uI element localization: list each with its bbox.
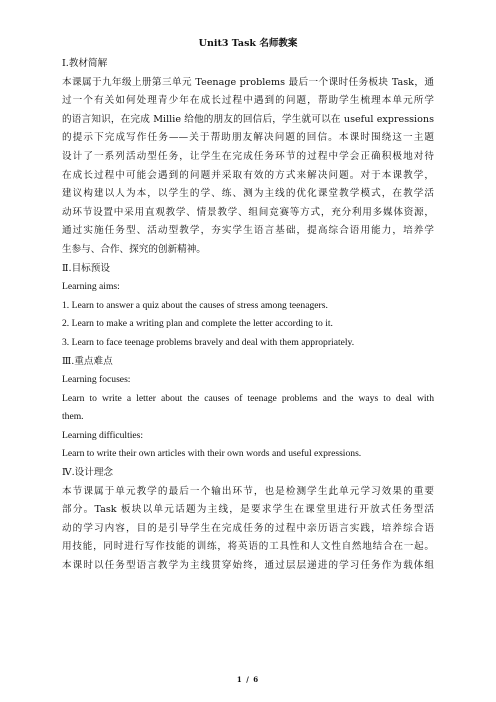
section-heading: Ⅰ.教材简解	[62, 58, 108, 69]
paragraph-line: 设计了一系列活动型任务，让学生在完成任务环节的过程中学会正确积极地对待	[62, 150, 434, 162]
paragraph-line: 本课属于九年级上册第三单元 Teenage problems 最后一个课时任务板块 Task，通	[62, 76, 434, 88]
list-item: 1. Learn to answer a quiz about the causes of stress among teenagers.	[62, 299, 328, 311]
paragraph-line: 的语言知识，在完成 Millie 给他的朋友的回信后，学生就可以在 useful expressions	[62, 113, 434, 125]
subheading: Learning aims:	[62, 281, 120, 293]
page-title: Unit3 Task 名师教案	[198, 38, 298, 49]
paragraph-line: 动环节设置中采用直观教学、情景教学、组间竞赛等方式，充分利用多媒体资源，	[62, 206, 434, 218]
paragraph-line: 过一个有关如何处理青少年在成长过程中遇到的问题，帮助学生梳理本单元所学	[62, 95, 434, 107]
paragraph-line: 在成长过程中可能会遇到的问题并采取有效的方式来解决问题。对于本课教学，	[62, 169, 434, 181]
paragraph-line: 生参与、合作、探究的创新精神。	[62, 243, 206, 255]
paragraph-line: 部分。Task 板块以单元话题为主线，是要求学生在课堂里进行开放式任务型活	[62, 504, 434, 516]
paragraph-line: them.	[62, 411, 84, 423]
subheading: Learning difficulties:	[62, 429, 144, 441]
paragraph-line: Learn to write a letter about the causes of teenage problems and the ways to deal with	[62, 392, 434, 404]
paragraph-line: 的提示下完成写作任务——关于帮助朋友解决问题的回信。本课时围绕这一主题	[62, 132, 434, 144]
section-heading: Ⅲ.重点难点	[62, 355, 113, 367]
paragraph-line: 本课时以任务型语言教学为主线贯穿始终，通过层层递进的学习任务作为载体组	[62, 560, 434, 572]
list-item: 2. Learn to make a writing plan and complete the letter according to it.	[62, 318, 333, 330]
page-number: 1 / 6	[236, 675, 260, 684]
section-heading: Ⅳ.设计理念	[62, 467, 114, 479]
list-item: 3. Learn to face teenage problems bravely and deal with them appropriately.	[62, 336, 355, 348]
paragraph-line: 通过实施任务型、活动型教学，夯实学生语言基础，提高综合语用能力，培养学	[62, 225, 434, 237]
paragraph-line: 用技能，同时进行写作技能的训练，将英语的工具性和人文性自然地结合在一起。	[62, 541, 434, 553]
paragraph-line: 建议构建以人为本，以学生的学、练、测为主线的优化课堂教学模式，在教学活	[62, 188, 434, 200]
paragraph-line: Learn to write their own articles with their own words and useful expressions.	[62, 448, 362, 460]
paragraph-line: 本节课属于单元教学的最后一个输出环节，也是检测学生此单元学习效果的重要	[62, 485, 434, 497]
subheading: Learning focuses:	[62, 374, 131, 386]
paragraph-line: 动的学习内容，目的是引导学生在完成任务的过程中亲历语言实践，培养综合语	[62, 522, 434, 534]
document-body	[62, 55, 434, 576]
section-heading: Ⅱ.目标预设	[62, 262, 110, 274]
